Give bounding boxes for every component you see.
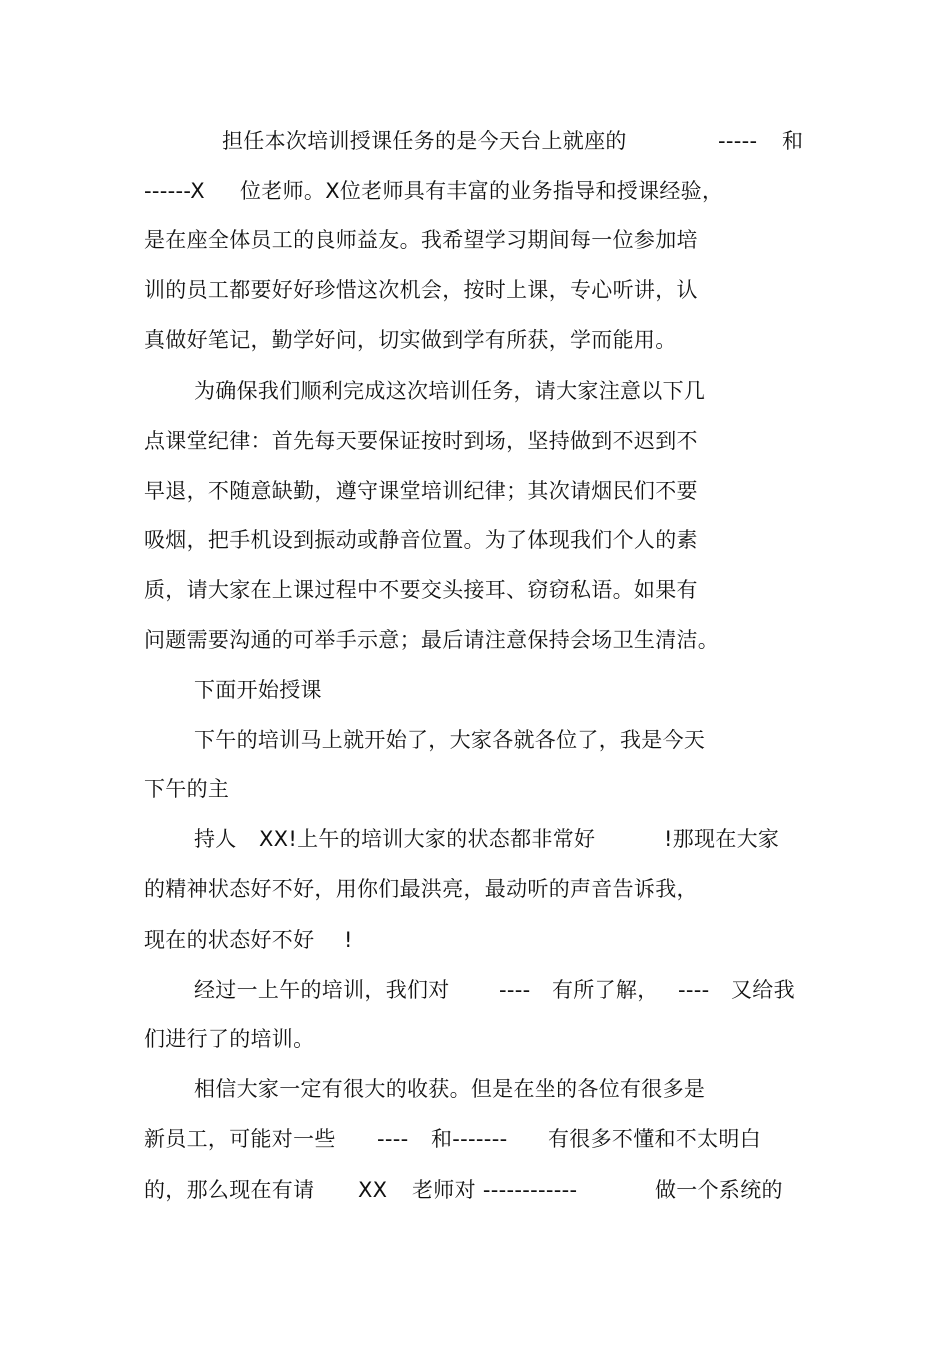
text-line: 又给我 [731,978,795,1002]
text-line: 老师对 ------------ [412,1178,578,1202]
text-line: 们进行了的培训。 [144,1027,315,1051]
text-line: XX!上午的培训大家的状态都非常好 [259,827,596,851]
text-line: ---- [377,1127,409,1151]
text-line: 有所了解， [552,978,659,1002]
text-line: !那现在大家 [664,827,780,851]
text-line: ---- [499,978,531,1002]
text-line: 真做好笔记，勤学好问，切实做到学有所获，学而能用。 [144,328,677,352]
text-line: 和------- [431,1127,508,1151]
text-line: 位老师。X位老师具有丰富的业务指导和授课经验， [240,179,724,203]
text-line: 的精神状态好不好，用你们最洪亮，最动听的声音告诉我， [144,877,698,901]
text-line: 有很多不懂和不太明白 [548,1127,761,1151]
text-line: 新员工，可能对一些 [144,1127,336,1151]
text-line: 持人 [194,827,237,851]
text-line: ---- [678,978,710,1002]
text-line: 为确保我们顺利完成这次培训任务，请大家注意以下几 [194,379,706,403]
text-line: 担任本次培训授课任务的是今天台上就座的 [222,129,627,153]
text-line: 是在座全体员工的良师益友。我希望学习期间每一位参加培 [144,228,698,252]
text-line: 下午的培训马上就开始了，大家各就各位了，我是今天 [194,728,706,752]
text-line: 的，那么现在有请 [144,1178,315,1202]
text-line: 训的员工都要好好珍惜这次机会，按时上课，专心听讲，认 [144,278,698,302]
text-line: 相信大家一定有很大的收获。但是在坐的各位有很多是 [194,1077,706,1101]
text-line: 下午的主 [144,777,230,801]
text-line: 点课堂纪律：首先每天要保证按时到场，坚持做到不迟到不 [144,429,698,453]
text-line: 现在的状态好不好 [144,928,315,952]
text-line: ------X [144,179,205,203]
text-line: 和 [782,129,804,153]
text-line: 做一个系统的 [655,1178,783,1202]
text-line: 早退，不随意缺勤，遵守课堂培训纪律；其次请烟民们不要 [144,479,698,503]
text-line: 问题需要沟通的可举手示意；最后请注意保持会场卫生清洁。 [144,628,720,652]
text-line: 下面开始授课 [194,678,322,702]
text-line: ! [344,928,353,952]
text-line: 经过一上午的培训，我们对 [194,978,450,1002]
text-line: 质，请大家在上课过程中不要交头接耳、窃窃私语。如果有 [144,578,698,602]
text-line: ----- [718,129,758,153]
text-line: 吸烟，把手机设到振动或静音位置。为了体现我们个人的素 [144,528,698,552]
text-line: XX [358,1178,388,1202]
